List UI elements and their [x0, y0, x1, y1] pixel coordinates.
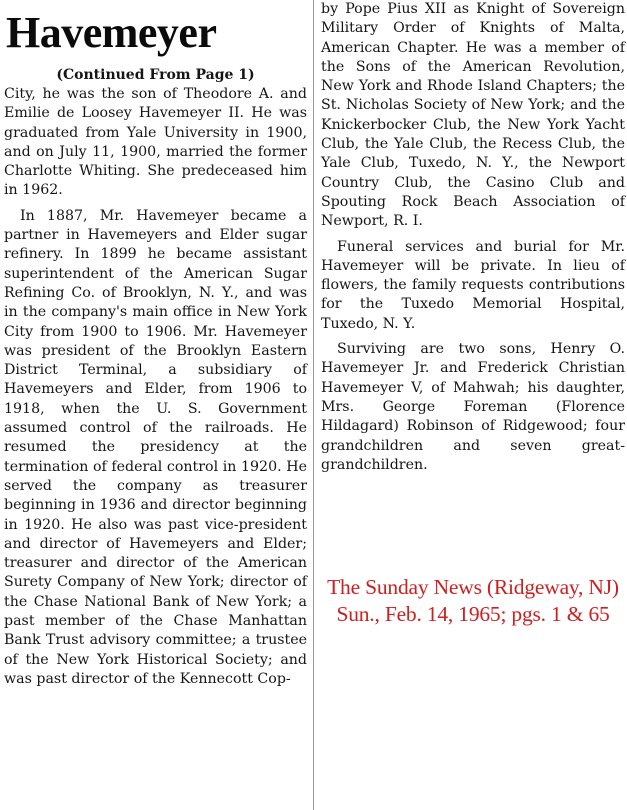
right-column: [321, 0, 625, 475]
article-paragraph: City, he was the son of Theodore A. and Emilie de Loosey Havemeyer II. He was graduated from Yale University in 1900, and on July 11, 1900, married the former Charlotte Whiting. She predeceased him in 1962.: [4, 86, 307, 199]
article-paragraph: by Pope Pius XII as Knight of Sovereign Military Order of Knights of Malta, American Chapter. He was a member of the Sons of the American Revolution, New York and Rhode Island Chapters; the St. Nicholas Society of New York; and the Knickerbocker Club, the New York Yacht Club, the Yale Club, the Recess Club, the Yale Club, Tuxedo, N. Y., the Newport Country Club, the Casino Club and Spouting Rock Beach Association of Newport, R. I.: [321, 1, 625, 230]
article-paragraph: Funeral services and burial for Mr. Havemeyer will be private. In lieu of flowers, the family requests contributions for the Tuxedo Memorial Hospital, Tuxedo, N. Y.: [321, 238, 625, 332]
continued-line: (Continued From Page 1): [56, 67, 255, 83]
article-paragraph: In 1887, Mr. Havemeyer became a partner in Havemeyers and Elder sugar refinery. In 1899 he became assistant superintendent of the American Sugar Refining Co. of Brooklyn, N. Y., and was in the company's main office in New York City from 1900 to 1906. Mr. Havemeyer was president of the Brooklyn Eastern District Terminal, a subsidiary of Havemeyers and Elder, from 1906 to 1918, when the U. S. Government assumed control of the railroads. He resumed the presidency at the termination of federal control in 1920. He served the company as treasurer beginning in 1936 and director beginning in 1920. He also was past vice-president and director of Havemeyers and Elder; treasurer and director of the American Surety Company of New York; director of the Chase National Bank of New York; a past member of the Chase Manhattan Bank Trust advisory committee; a trustee of the New York Historical Society; and was past director of the Kennecott Cop-: [4, 207, 307, 687]
left-column: [4, 0, 307, 689]
source-date-pages: Sun., Feb. 14, 1965; pgs. 1 & 65: [336, 602, 610, 626]
source-publication: The Sunday News (Ridgeway, NJ): [327, 575, 619, 599]
column-divider: [313, 0, 314, 810]
source-citation: [321, 574, 625, 628]
article-paragraph: Surviving are two sons, Henry O. Havemeyer Jr. and Frederick Christian Havemeyer V, of Mahwah; his daughter, Mrs. George Foreman (Florence Hildagard) Robinson of Ridgewood; four grandchildren and seven great-grandchildren.: [321, 341, 625, 473]
headline: Havemeyer: [6, 8, 217, 57]
